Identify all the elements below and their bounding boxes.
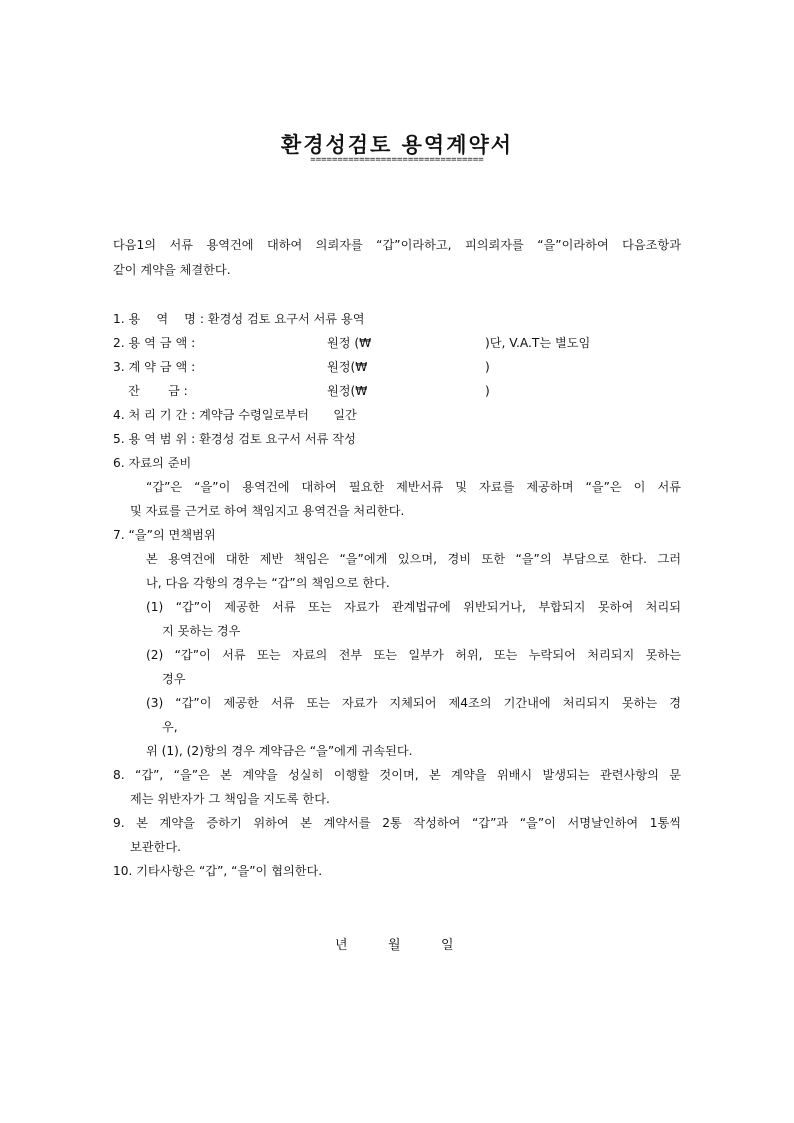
item-3-balance-won: 원정(₩ <box>327 384 368 398</box>
date-month: 월 <box>388 938 401 953</box>
item-7-text-1: 본 용역건에 대한 제반 책임은 “을”에게 있으며, 경비 또한 “을”의 부담으로 한다. 그러 <box>146 552 681 566</box>
item-7-heading: 7. “을”의 면책범위 <box>113 528 216 542</box>
title-underline: ================================ <box>310 155 484 165</box>
item-7-case-1-line-1: (1) “갑”이 제공한 서류 또는 자료가 관계법규에 위반되거나, 부합되지 못하여 처리되 <box>146 600 681 614</box>
item-7-case-3-line-2: 우, <box>162 720 178 734</box>
item-7-case-1-line-2: 지 못하는 경우 <box>162 624 241 638</box>
date-day: 일 <box>441 938 454 953</box>
item-7-case-2-line-1: (2) “갑”이 서류 또는 자료의 전부 또는 일부가 허위, 또는 누락되어 처리되지 못하는 <box>146 648 681 662</box>
item-3-close: ) <box>485 360 490 374</box>
item-2-label: 2. 용 역 금 액 : <box>113 336 196 350</box>
item-6-text-2: 및 자료를 근거로 하여 책임지고 용역건을 처리한다. <box>130 504 405 518</box>
date-year: 년 <box>335 938 348 953</box>
item-9-text-2: 보관한다. <box>130 840 181 854</box>
item-8-text-1: 8. “갑”, “을”은 본 계약을 성실히 이행할 것이며, 본 계약을 위배시 발생되는 관련사항의 문 <box>113 768 681 782</box>
item-7-case-3-line-1: (3) “갑”이 제공한 서류 또는 자료가 지체되어 제4조의 기간내에 처리되지 못하는 경 <box>146 696 681 710</box>
item-2-won: 원정 (₩ <box>327 336 372 350</box>
document-title: 환경성검토 용역계약서 <box>280 133 514 157</box>
item-4-period: 4. 처 리 기 간 : 계약금 수령일로부터 일간 <box>113 408 357 422</box>
item-9-text-1: 9. 본 계약을 증하기 위하여 본 계약서를 2통 작성하여 “갑”과 “을”이 서명날인하여 1통씩 <box>113 816 681 830</box>
item-10-text: 10. 기타사항은 “갑”, “을”이 협의한다. <box>113 864 323 878</box>
item-3-won: 원정(₩ <box>327 360 368 374</box>
item-7-text-2: 나, 다음 각항의 경우는 “갑”의 책임으로 한다. <box>146 576 390 590</box>
item-5-scope: 5. 용 역 범 위 : 환경성 검토 요구서 서류 작성 <box>113 432 356 446</box>
item-2-vat-note: )단, V.A.T는 별도임 <box>485 336 591 350</box>
item-3-balance-close: ) <box>485 384 490 398</box>
item-6-heading: 6. 자료의 준비 <box>113 456 192 470</box>
item-3-balance-label: 잔 금 : <box>128 384 188 398</box>
item-3-label: 3. 계 약 금 액 : <box>113 360 196 374</box>
intro-line-1: 다음1의 서류 용역건에 대하여 의뢰자를 “갑”이라하고, 피의뢰자를 “을”이라하여 다음조항과 <box>113 238 681 252</box>
item-7-case-2-line-2: 경우 <box>162 672 186 686</box>
item-8-text-2: 제는 위반자가 그 책임을 지도록 한다. <box>130 792 330 806</box>
item-6-text-1: “갑”은 “을”이 용역건에 대하여 필요한 제반서류 및 자료를 제공하며 “을”은 이 서류 <box>146 480 681 494</box>
item-1-service-name: 1. 용 역 명 : 환경성 검토 요구서 서류 용역 <box>113 312 365 326</box>
item-7-forfeit: 위 (1), (2)항의 경우 계약금은 “을”에게 귀속된다. <box>146 744 413 758</box>
intro-line-2: 같이 계약을 체결한다. <box>113 263 231 277</box>
